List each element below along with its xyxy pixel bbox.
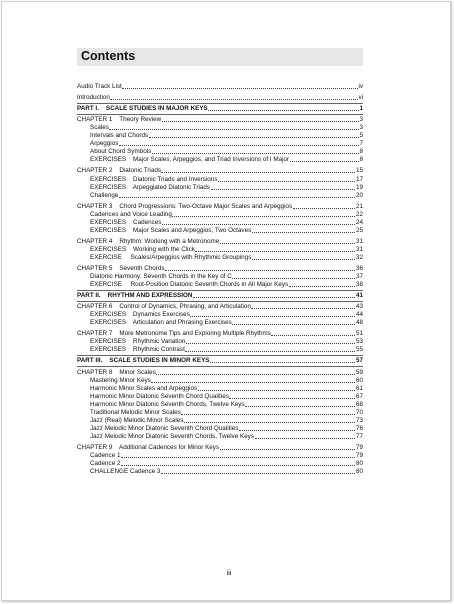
toc-entry-label: CHAPTER 3 Chord Progressions: Two-Octave Major Scales and Arpeggios (77, 202, 293, 210)
dot-leader (185, 350, 355, 352)
dot-leader (121, 464, 356, 466)
dot-leader (161, 171, 355, 173)
toc-entry-page: 79 (355, 451, 363, 459)
toc-entry-label: Challenge (90, 191, 119, 199)
toc-entry-label: EXERCISES Arpeggiated Diatonic Triads (90, 183, 211, 191)
dot-leader (218, 180, 356, 182)
toc-entry-label: CHAPTER 8 Minor Scales (77, 368, 156, 376)
section-rule (77, 301, 363, 302)
toc-entry-label: Harmonic Minor Diatonic Seventh Chords, Twelve Keys (90, 400, 245, 408)
toc-entry-sub[interactable] (77, 254, 363, 262)
toc-entry-page: 41 (355, 292, 363, 300)
toc-entry-page: 43 (355, 303, 363, 311)
toc-entry-label: EXERCISES Working with the Click (90, 245, 195, 253)
toc-entry-sub[interactable] (77, 211, 363, 219)
toc-entry-page: 3 (359, 124, 363, 132)
toc-entry-label: EXERCISES Major Scales, Arpeggios, and Triad Inversions of I Major (90, 156, 290, 164)
toc-entry-sub[interactable] (77, 425, 363, 433)
dot-leader (229, 397, 355, 399)
toc-entry-page: 57 (355, 357, 363, 365)
toc-entry-page: 32 (355, 253, 363, 261)
toc-entry-label: CHAPTER 6 Control of Dynamics, Phrasing, and Articulation (77, 303, 251, 311)
toc-entry-page: 8 (359, 148, 363, 156)
toc-entry-sub[interactable] (77, 219, 363, 227)
toc-entry-sub[interactable] (77, 460, 363, 468)
toc-entry-label: EXERCISES Rhythmic Contrast (90, 346, 185, 354)
dot-leader (195, 250, 355, 252)
toc-entry-page: 48 (355, 319, 363, 327)
dot-leader (239, 429, 356, 431)
toc-entry-page: 31 (355, 237, 363, 245)
contents-heading: Contents (81, 49, 136, 63)
toc-entry-sub[interactable] (77, 246, 363, 254)
toc-entry-page: 80 (355, 468, 363, 476)
dot-leader (271, 334, 355, 336)
toc-entry-label: EXERCISES Major Scales and Arpeggios, Two Octaves (90, 226, 252, 234)
toc-entry-chapter[interactable] (77, 265, 363, 273)
toc-entry-page: 60 (355, 376, 363, 384)
dot-leader (232, 277, 355, 279)
toc-entry-label: CHAPTER 9 Additional Cadences for Minor Keys (77, 443, 220, 451)
dot-leader (220, 242, 356, 244)
dot-leader (208, 109, 359, 111)
table-of-contents (77, 83, 363, 476)
section-rule (77, 114, 363, 115)
toc-entry-sub[interactable] (77, 311, 363, 319)
toc-entry-chapter[interactable] (77, 203, 363, 211)
toc-entry-label: Jazz (Real) Melodic Minor Scales (90, 416, 184, 424)
toc-entry-sub[interactable] (77, 393, 363, 401)
toc-entry-sub[interactable] (77, 132, 363, 140)
toc-entry-sub[interactable] (77, 148, 363, 156)
dot-leader (161, 472, 356, 474)
toc-entry-page: 31 (355, 245, 363, 253)
dot-leader (245, 405, 355, 407)
toc-entry-page: 44 (355, 311, 363, 319)
toc-entry-page: 77 (355, 432, 363, 440)
toc-entry-page: 53 (355, 338, 363, 346)
toc-entry-page: 37 (355, 273, 363, 281)
toc-entry-front[interactable] (77, 94, 363, 102)
toc-entry-label: CHAPTER 7 More Metronome Tips and Exploring Multiple Rhythms (77, 330, 271, 338)
toc-entry-sub[interactable] (77, 227, 363, 235)
toc-entry-page: 5 (359, 132, 363, 140)
toc-entry-label: Introduction (77, 94, 110, 102)
dot-leader (252, 258, 356, 260)
toc-entry-label: Arpeggios (90, 140, 119, 148)
toc-entry-front[interactable] (77, 83, 363, 91)
dot-leader (152, 152, 359, 154)
toc-entry-page: 20 (355, 191, 363, 199)
toc-entry-page: 73 (355, 416, 363, 424)
toc-entry-label: EXERCISE Root-Position Diatonic Seventh Chords in All Major Keys (90, 281, 289, 289)
toc-entry-page: 67 (355, 392, 363, 400)
dot-leader (119, 196, 356, 198)
dot-leader (232, 323, 355, 325)
toc-entry-label: EXERCISES Diatonic Triads and Inversions (90, 175, 218, 183)
toc-entry-part[interactable] (77, 292, 363, 300)
toc-entry-sub[interactable] (77, 401, 363, 409)
toc-entry-sub[interactable] (77, 175, 363, 183)
toc-entry-sub[interactable] (77, 273, 363, 281)
dot-leader (211, 188, 356, 190)
toc-entry-page: vi (358, 94, 363, 102)
toc-entry-label: CHAPTER 4 Rhythm: Working with a Metronome (77, 237, 220, 245)
toc-entry-page: 76 (355, 424, 363, 432)
toc-entry-sub[interactable] (77, 385, 363, 393)
toc-entry-page: 7 (359, 140, 363, 148)
toc-entry-sub[interactable] (77, 377, 363, 385)
toc-entry-sub[interactable] (77, 409, 363, 417)
toc-entry-sub[interactable] (77, 433, 363, 441)
toc-entry-page: 17 (355, 175, 363, 183)
page (1, 1, 451, 601)
toc-entry-page: 70 (355, 408, 363, 416)
toc-entry-page: 36 (355, 264, 363, 272)
toc-entry-chapter[interactable] (77, 303, 363, 311)
toc-entry-page: 21 (355, 202, 363, 210)
toc-entry-label: EXERCISES Cadences (90, 218, 162, 226)
dot-leader (190, 315, 355, 317)
toc-entry-page: 38 (355, 281, 363, 289)
toc-entry-page: 61 (355, 384, 363, 392)
toc-entry-label: CHAPTER 1 Theory Review (77, 116, 162, 124)
toc-entry-page: 22 (355, 210, 363, 218)
dot-leader (184, 421, 356, 423)
toc-entry-sub[interactable] (77, 192, 363, 200)
toc-entry-sub[interactable] (77, 417, 363, 425)
toc-entry-part[interactable] (77, 357, 363, 365)
toc-entry-part[interactable] (77, 105, 363, 113)
toc-entry-label: Jazz Melodic Minor Diatonic Seventh Chords, Twelve Keys (90, 432, 255, 440)
dot-leader (290, 160, 359, 162)
toc-entry-page: 3 (359, 116, 363, 124)
dot-leader (181, 413, 355, 415)
toc-entry-sub[interactable] (77, 156, 363, 164)
toc-entry-label: Harmonic Minor Scales and Arpeggios (90, 384, 198, 392)
toc-entry-label: Cadence 2 (90, 460, 121, 468)
dot-leader (198, 389, 356, 391)
dot-leader (110, 98, 358, 100)
dot-leader (186, 342, 356, 344)
dot-leader (289, 285, 356, 287)
dot-leader (165, 269, 355, 271)
toc-entry-label: EXERCISES Articulation and Phrasing Exercises (90, 319, 232, 327)
toc-entry-page: 1 (359, 105, 363, 113)
toc-entry-label: EXERCISE Scales/Arpeggios with Rhythmic Groupings (90, 253, 252, 261)
toc-entry-sub[interactable] (77, 452, 363, 460)
toc-entry-page: 79 (355, 443, 363, 451)
dot-leader (255, 437, 356, 439)
toc-entry-page: 19 (355, 183, 363, 191)
toc-entry-label: CHAPTER 2 Diatonic Triads (77, 167, 161, 175)
toc-entry-sub[interactable] (77, 319, 363, 327)
dot-leader (210, 361, 356, 363)
page-number: iii (226, 570, 232, 577)
dot-leader (119, 144, 359, 146)
toc-entry-label: About Chord Symbols (90, 148, 152, 156)
toc-entry-label: CHALLENGE Cadence 3 (90, 468, 161, 476)
toc-entry-label: Cadence 1 (90, 451, 121, 459)
dot-leader (122, 87, 358, 89)
toc-entry-sub[interactable] (77, 184, 363, 192)
dot-leader (220, 448, 356, 450)
toc-entry-page: 59 (355, 368, 363, 376)
dot-leader (251, 307, 355, 309)
toc-entry-chapter[interactable] (77, 167, 363, 175)
toc-entry-sub[interactable] (77, 468, 363, 476)
toc-entry-page: 51 (355, 330, 363, 338)
toc-entry-label: EXERCISES Rhythmic Variation (90, 338, 186, 346)
toc-entry-sub[interactable] (77, 124, 363, 132)
toc-entry-sub[interactable] (77, 338, 363, 346)
toc-entry-label: PART I. SCALE STUDIES IN MAJOR KEYS (77, 105, 208, 113)
toc-entry-page: 68 (355, 400, 363, 408)
section-rule (77, 103, 363, 104)
toc-entry-label: PART II. RHYTHM AND EXPRESSION (77, 292, 193, 300)
toc-entry-label: Intervals and Chords (90, 132, 149, 140)
dot-leader (293, 207, 356, 209)
toc-entry-label: Traditional Melodic Minor Scales (90, 408, 181, 416)
dot-leader (149, 136, 359, 138)
dot-leader (156, 373, 355, 375)
toc-entry-label: Audio Track List (77, 83, 122, 91)
toc-entry-label: Diatonic Harmony: Seventh Chords in the Key of C (90, 273, 232, 281)
toc-entry-page: 25 (355, 226, 363, 234)
toc-entry-page: 80 (355, 460, 363, 468)
dot-leader (252, 231, 356, 233)
toc-entry-page: 15 (355, 167, 363, 175)
toc-entry-sub[interactable] (77, 346, 363, 354)
dot-leader (162, 120, 359, 122)
toc-entry-chapter[interactable] (77, 238, 363, 246)
toc-entry-label: Harmonic Minor Diatonic Seventh Chord Qualities (90, 392, 229, 400)
toc-entry-label: Mastering Minor Keys (90, 376, 151, 384)
section-rule (77, 355, 363, 356)
toc-entry-page: 8 (359, 156, 363, 164)
toc-entry-chapter[interactable] (77, 330, 363, 338)
section-rule (77, 290, 363, 291)
toc-entry-label: Scales (90, 124, 109, 132)
toc-entry-label: EXERCISES Dynamics Exercises (90, 311, 190, 319)
dot-leader (162, 223, 356, 225)
toc-entry-sub[interactable] (77, 140, 363, 148)
dot-leader (121, 456, 356, 458)
section-rule (77, 366, 363, 367)
toc-entry-page: 55 (355, 346, 363, 354)
dot-leader (172, 215, 355, 217)
toc-entry-label: CHAPTER 5 Seventh Chords (77, 264, 165, 272)
toc-entry-label: PART III. SCALE STUDIES IN MINOR KEYS (77, 357, 210, 365)
dot-leader (151, 381, 355, 383)
toc-entry-chapter[interactable] (77, 368, 363, 376)
toc-entry-page: iv (358, 83, 363, 91)
toc-entry-chapter[interactable] (77, 444, 363, 452)
dot-leader (193, 296, 356, 298)
toc-entry-label: Jazz Melodic Minor Diatonic Seventh Chord Qualities (90, 424, 239, 432)
dot-leader (109, 128, 359, 130)
toc-entry-sub[interactable] (77, 281, 363, 289)
toc-entry-chapter[interactable] (77, 116, 363, 124)
toc-entry-page: 24 (355, 218, 363, 226)
toc-entry-label: Cadences and Voice Leading (90, 210, 172, 218)
